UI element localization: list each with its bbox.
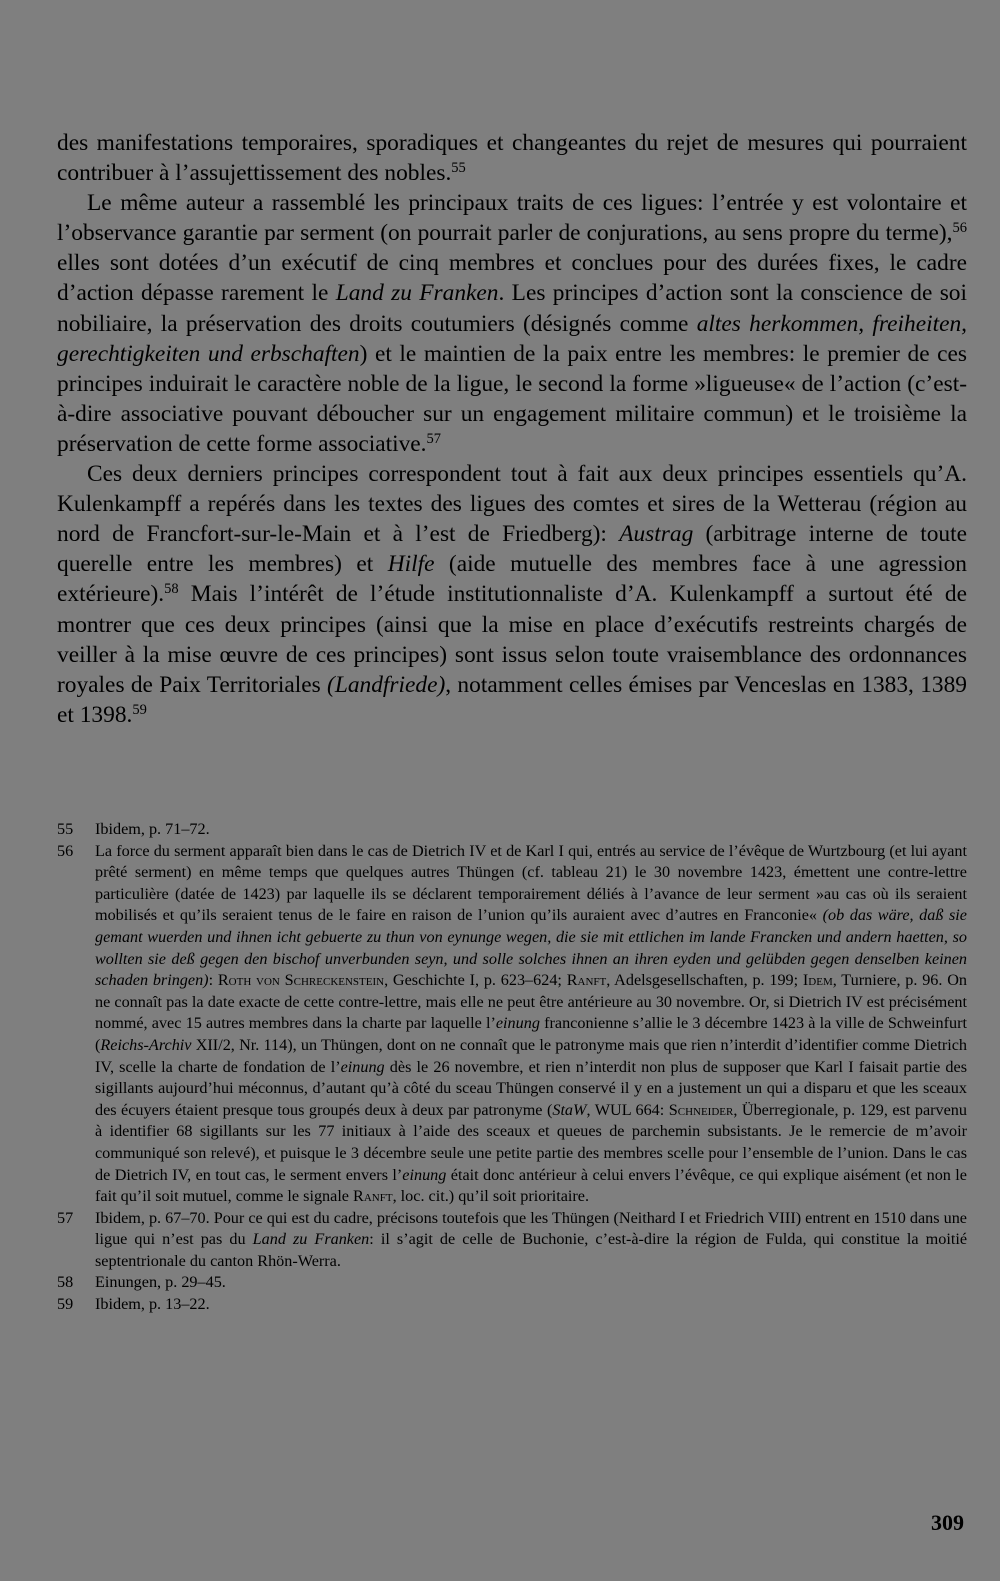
footnote-number: 56 bbox=[57, 841, 74, 860]
text: Ibidem, p. 71–72. bbox=[95, 820, 210, 838]
author-name: Idem bbox=[802, 971, 833, 990]
italic-term: einung bbox=[340, 1057, 385, 1076]
paragraph-1 bbox=[57, 128, 967, 188]
footnotes bbox=[57, 819, 967, 1316]
footnote-number: 59 bbox=[57, 1295, 74, 1314]
text: franconienne s’allie le 3 décembre 1423 à la ville de Schweinfurt ( bbox=[95, 1014, 968, 1054]
text: Le même auteur a rassemblé les principaux traits de ces ligues: l’entrée y est volontaire et l’observance garantie par serment (on pourrait parler de conjurations, au sens propre du terme), bbox=[57, 190, 967, 247]
text: XII/2, Nr. 114), un Thüngen, dont on ne connaît que le patronyme mais que rien n’interdit d’identifier comme Dietrich IV, scelle la charte de fondation de l’ bbox=[95, 1035, 967, 1076]
footnote-number: 55 bbox=[57, 820, 74, 838]
italic-term: StaW bbox=[552, 1100, 587, 1119]
text: elles sont dotées d’un exécutif de cinq membres et conclues pour des durées fixes, le cadre d’action dépasse rarement le bbox=[57, 250, 967, 307]
page-number: 309 bbox=[931, 1510, 964, 1535]
italic-quote: (ob das wäre, daß sie gemant wuerden und ihnen icht gebuerte zu thun von eynunge wegen, die sie mit ettlichen im lande Francken und andern haetten, so wollten sie deß gegen den bischof unverbunden seyn, und solle solches ihnen an ihren eyden und gelübden gegen denselben keinen schaden bringen) bbox=[95, 906, 967, 990]
text: Ibidem, p. 67–70. Pour ce qui est du cadre, précisons toutefois que les Thüngen (Neithard I et Friedrich VIII) entrent en 1510 dans une ligue qui n’est pas du bbox=[95, 1208, 967, 1249]
footnote-text bbox=[95, 819, 967, 841]
footnote-57 bbox=[57, 1208, 967, 1273]
text: . Les principes d’action sont la conscience de soi nobiliaire, la préservation des droits coutumiers (désignés comme bbox=[57, 280, 967, 337]
text: ) et le maintien de la paix entre les membres: le premier de ces principes induirait le caractère noble de la ligue, le second la forme »ligueuse« de l’action (c’est-à-dire associative pouvant déboucher sur un engagement militaire commun) et le troisième la préservation de cette forme associative. bbox=[57, 340, 968, 457]
text: Ces deux derniers principes correspondent tout à fait aux deux principes essentiels qu’A. Kulenkampff a repérés dans les textes des ligues des comtes et sires de la Wetterau (région au nord de Francfort-sur-le-Main et à l’est de Friedberg): bbox=[57, 461, 967, 548]
italic-term: altes herkommen, freiheiten, gerechtigkeiten und erbschaften bbox=[57, 310, 967, 367]
paragraph-3 bbox=[57, 459, 967, 730]
text: : il s’agit de celle de Buchonie, c’est-à-dire la région de Fulda, qui constitue la moitié septentrionale du canton Rhön-Werra. bbox=[95, 1230, 968, 1270]
footnote-ref-55[interactable]: 55 bbox=[451, 160, 466, 177]
text: , notamment celles émises par Venceslas en 1383, 1389 et 1398. bbox=[57, 671, 967, 728]
italic-term: Reichs-Archiv bbox=[100, 1035, 192, 1054]
footnote-text bbox=[95, 841, 967, 1208]
text: Einungen, p. 29–45. bbox=[95, 1273, 226, 1292]
italic-term: Land zu Franken bbox=[252, 1230, 370, 1249]
italic-term: einung bbox=[402, 1165, 447, 1184]
italic-term: Hilfe bbox=[387, 551, 435, 578]
text: La force du serment apparaît bien dans le cas de Dietrich IV et de Karl I qui, entrés au service de l’évêque de Wurtzbourg (et lui ayant prêté serment) en même temps que quelques autres Thüngen (cf. tableau 21) le 30 novembre 1423, émettent une contre-lettre particulière (datée de 1423) par laquelle ils se déclarent temporairement déliés à l’avance de leur serment »au cas où ils seraient mobilisés et qu’ils seraient tenus de le faire en raison de l’union qu’ils auraient avec d’autres en Franconie« bbox=[95, 841, 967, 925]
footnote-ref-56[interactable]: 56 bbox=[952, 220, 967, 237]
paragraph-2 bbox=[57, 188, 967, 459]
footnote-ref-58[interactable]: 58 bbox=[164, 581, 179, 598]
author-name: Ranft bbox=[566, 971, 607, 990]
italic-term: Austrag bbox=[619, 521, 694, 548]
text: était donc antérieur à celui envers l’évêque, ce qui explique aisément (et non le fait qu’il soit mutuel, comme le signale bbox=[95, 1165, 967, 1206]
footnote-text bbox=[95, 1294, 967, 1316]
text: des manifestations temporaires, sporadiques et changeantes du rejet de mesures qui pourraient contribuer à l’assujettissement des nobles. bbox=[57, 130, 967, 187]
main-text bbox=[57, 128, 967, 730]
author-name: Roth von Schreckenstein bbox=[217, 971, 385, 990]
text: , WUL 664: bbox=[586, 1100, 669, 1119]
footnote-number: 58 bbox=[57, 1273, 74, 1292]
text: (aide mutuelle des membres face à une agression extérieure). bbox=[57, 551, 967, 608]
text: , Überregionale, p. 129, est parvenu à identifier 68 sigillants sur les 77 initiaux à l’aide des sceaux et queues de parchemin subsistants. Je le remercie de m’avoir communiqué son relevé), et puisque le 3 décembre seule une petite partie des membres scelle pour l’ensemble de l’union. Dans le cas de Dietrich IV, en tout cas, le serment envers l’ bbox=[95, 1100, 967, 1184]
footnote-59 bbox=[57, 1294, 967, 1316]
text: : bbox=[208, 971, 218, 990]
footnote-56 bbox=[57, 841, 967, 1208]
italic-term: Land zu Franken bbox=[335, 280, 499, 307]
text: , Turniere, p. 96. On ne connaît pas la date exacte de cette contre-lettre, mais elle ne peut être antérieure au 30 novembre. Or, si Dietrich IV est précisément nommé, avec 15 autres membres dans la charte par laquelle l’ bbox=[95, 971, 967, 1033]
text: , Adelsgesellschaften, p. 199; bbox=[606, 971, 803, 990]
footnote-ref-59[interactable]: 59 bbox=[132, 701, 147, 718]
text: , loc. cit.) qu’il soit prioritaire. bbox=[392, 1187, 590, 1206]
footnote-number: 57 bbox=[57, 1208, 74, 1227]
footnote-text bbox=[95, 1272, 967, 1294]
footnote-58 bbox=[57, 1272, 967, 1294]
footnote-55 bbox=[57, 819, 967, 841]
text: dès le 26 novembre, et rien n’interdit non plus de supposer que Karl I faisait partie des sigillants aujourd’hui méconnus, d’autant qu’à côté du sceau Thüngen conservé il y en a justement un qui a disparu et que les sceaux des écuyers étaient presque tous groupés deux à deux par patronyme ( bbox=[95, 1057, 967, 1119]
text: Mais l’intérêt de l’étude institutionnaliste d’A. Kulenkampff a surtout été de montrer que ces deux principes (ainsi que la mise en place d’exécutifs restreints chargés de veiller à la mise œuvre de ces principes) sont issus selon toute vraisemblance des ordonnances royales de Paix Territoriales bbox=[57, 581, 967, 698]
italic-term: (Landfriede) bbox=[327, 671, 446, 698]
footnote-ref-57[interactable]: 57 bbox=[426, 430, 442, 447]
text: Ibidem, p. 13–22. bbox=[95, 1295, 210, 1314]
text: , Geschichte I, p. 623–624; bbox=[384, 971, 567, 990]
footnote-text bbox=[95, 1208, 967, 1273]
author-name: Schneider bbox=[668, 1100, 734, 1119]
italic-term: einung bbox=[495, 1014, 540, 1033]
author-name: Ranft bbox=[353, 1187, 393, 1206]
text: (arbitrage interne de toute querelle entre les membres) et bbox=[57, 521, 967, 578]
